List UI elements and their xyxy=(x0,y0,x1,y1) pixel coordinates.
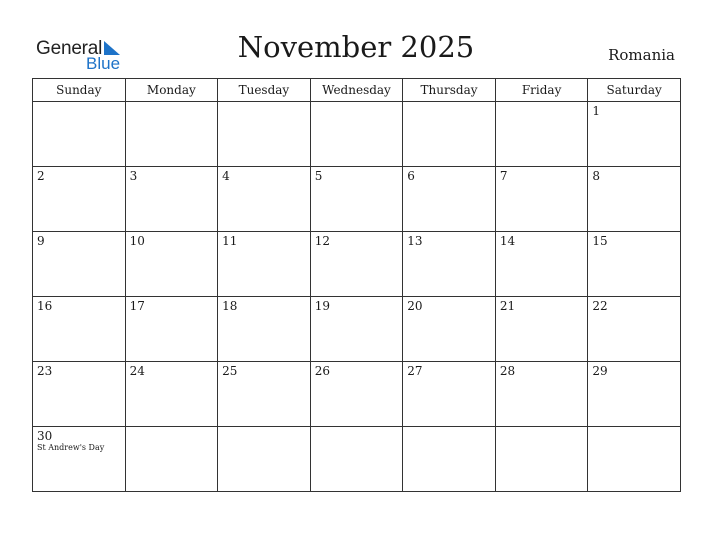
day-cell xyxy=(495,297,588,362)
day-number: 10 xyxy=(129,234,145,248)
calendar-grid xyxy=(32,78,681,492)
day-number: 4 xyxy=(222,169,230,183)
day-number: 1 xyxy=(592,104,601,118)
day-cell xyxy=(218,167,311,232)
day-number: 24 xyxy=(129,364,145,378)
weekday-header: Saturday xyxy=(588,79,681,102)
day-number: 20 xyxy=(407,299,423,313)
day-number: 25 xyxy=(222,364,238,378)
weekday-header: Wednesday xyxy=(310,79,403,102)
day-number: 3 xyxy=(129,169,138,183)
day-number: 21 xyxy=(499,299,516,313)
day-cell xyxy=(588,362,681,427)
day-number: 18 xyxy=(222,299,238,313)
day-cell xyxy=(403,232,496,297)
week-row xyxy=(33,102,681,167)
day-number: 26 xyxy=(314,364,330,378)
day-number: 7 xyxy=(499,169,508,183)
day-cell xyxy=(310,427,403,492)
day-cell xyxy=(403,167,496,232)
day-cell xyxy=(495,232,588,297)
day-cell xyxy=(125,102,218,167)
day-number: 5 xyxy=(314,169,323,183)
day-number: 16 xyxy=(37,299,53,313)
day-number: 15 xyxy=(592,234,608,248)
day-number: 2 xyxy=(37,169,45,183)
day-cell xyxy=(125,427,218,492)
day-cell xyxy=(495,167,588,232)
day-cell xyxy=(310,297,403,362)
weekday-header: Monday xyxy=(125,79,218,102)
day-cell xyxy=(403,427,496,492)
day-number: 19 xyxy=(314,299,330,313)
day-number: 12 xyxy=(314,234,330,248)
day-cell xyxy=(33,102,126,167)
day-number: 6 xyxy=(407,169,415,183)
day-cell xyxy=(125,232,218,297)
day-cell xyxy=(403,297,496,362)
day-number: 9 xyxy=(37,234,45,248)
day-number: 28 xyxy=(499,364,516,378)
weekday-header: Tuesday xyxy=(218,79,311,102)
week-row xyxy=(33,362,681,427)
day-cell xyxy=(403,362,496,427)
day-cell xyxy=(588,232,681,297)
logo-text-general: General xyxy=(36,38,103,59)
day-cell xyxy=(403,102,496,167)
day-cell xyxy=(310,232,403,297)
week-row xyxy=(33,232,681,297)
day-cell xyxy=(33,362,126,427)
day-cell xyxy=(218,232,311,297)
weekday-header: Thursday xyxy=(403,79,496,102)
day-cell xyxy=(495,427,588,492)
day-cell xyxy=(495,102,588,167)
day-cell xyxy=(495,362,588,427)
day-number: 27 xyxy=(407,364,423,378)
logo-text-blue: Blue xyxy=(86,54,121,73)
weekday-header: Friday xyxy=(495,79,588,102)
day-cell xyxy=(33,232,126,297)
week-row xyxy=(33,167,681,232)
day-cell xyxy=(588,102,681,167)
holiday-label: St Andrew's Day xyxy=(37,443,105,452)
week-row xyxy=(33,427,681,492)
day-cell xyxy=(218,362,311,427)
day-cell xyxy=(218,427,311,492)
day-cell xyxy=(310,167,403,232)
day-number: 14 xyxy=(499,234,516,248)
day-cell xyxy=(33,297,126,362)
day-cell xyxy=(218,102,311,167)
country-label: Romania xyxy=(608,46,675,64)
day-cell xyxy=(588,297,681,362)
day-cell xyxy=(33,427,126,492)
day-number: 17 xyxy=(129,299,145,313)
day-cell xyxy=(218,297,311,362)
week-row xyxy=(33,297,681,362)
day-cell xyxy=(125,167,218,232)
day-number: 22 xyxy=(592,299,608,313)
day-cell xyxy=(33,167,126,232)
day-number: 30 xyxy=(37,429,53,443)
weekday-header-row xyxy=(33,79,681,102)
day-number: 8 xyxy=(592,169,601,183)
day-cell xyxy=(125,362,218,427)
weekday-header: Sunday xyxy=(33,79,126,102)
day-number: 29 xyxy=(592,364,608,378)
day-cell xyxy=(125,297,218,362)
day-cell xyxy=(310,102,403,167)
page-title: November 2025 xyxy=(237,30,475,64)
day-number: 13 xyxy=(407,234,423,248)
day-cell xyxy=(310,362,403,427)
day-number: 23 xyxy=(37,364,53,378)
day-cell xyxy=(588,427,681,492)
day-cell xyxy=(588,167,681,232)
day-number: 11 xyxy=(222,234,238,248)
